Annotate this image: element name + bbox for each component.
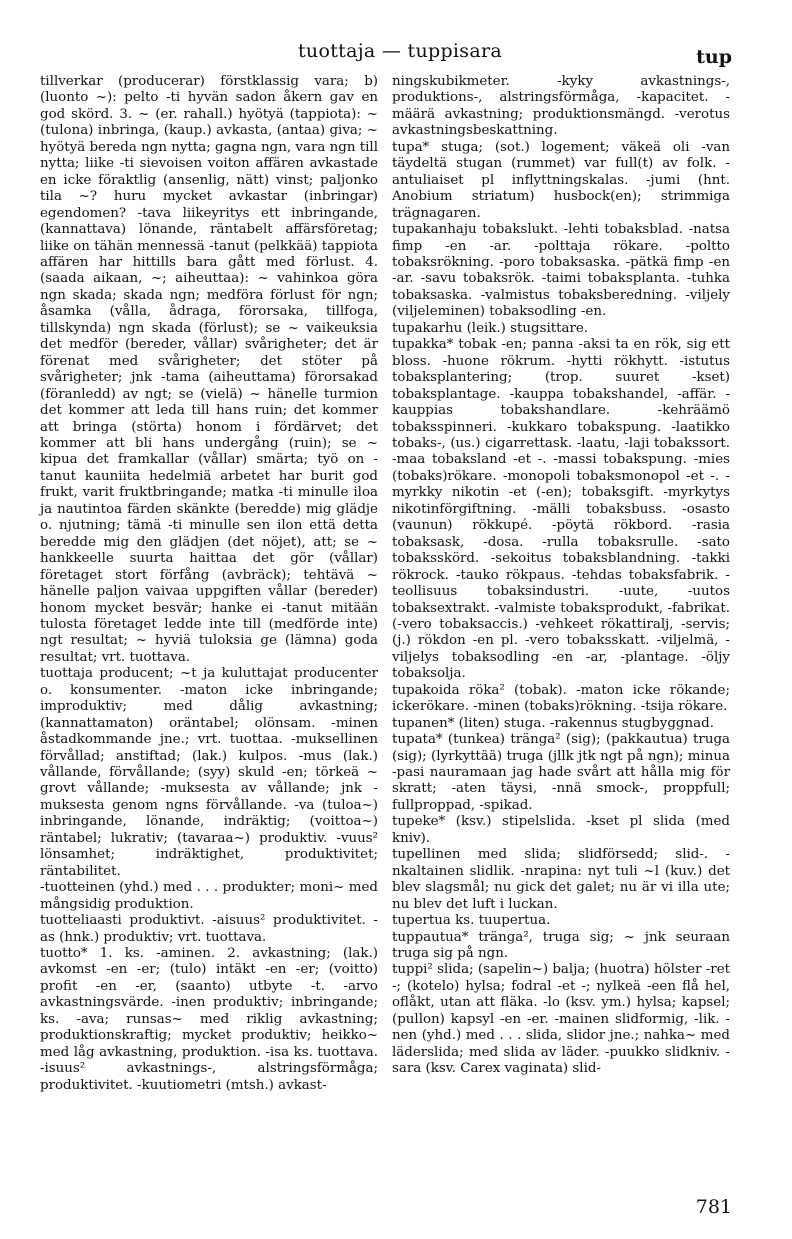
dictionary-entry: tupakarhu (leik.) stugsittare. xyxy=(392,320,589,336)
dictionary-entry: tuppautua* tränga², truga sig; ~ jnk seuraan truga sig på ngn. xyxy=(392,929,730,962)
dictionary-entry: tupa* stuga; (sot.) logement; väkeä oli -van täydeltä stugan (rummet) var full(t) av folk. -antuliaiset pl inflyttningskalas. -jumi (hnt. Anobium striatum) husbock(en); strimmiga trägnagaren. xyxy=(392,139,730,221)
left-column xyxy=(40,74,378,1094)
dictionary-entry: tuottaja producent; ~t ja kuluttajat producenter o. konsumenter. -maton icke inbringande; improduktiv; med dålig avkastning; (kannattamaton) oräntabel; olönsam. -minen åstadkommande jne.; vrt. tuottaa. -muksellinen förvållad; anstiftad; (lak.) kulpos. -mus (lak.) vållande, förvållande; (syy) skuld -en; törkeä ~ grovt vållande; -muksesta av vållande; jnk -muksesta genom ngns förvållande. -va (tuloa~) inbringande, lönande, indräktig; (voittoa~) räntabel; lukrativ; (tavaraa~) produktiv. -vuus² lönsamhet; indräktighet, produktivitet; räntabilitet. xyxy=(40,666,378,879)
dictionary-entry: tupakka* tobak -en; panna -aksi ta en rök, sig ett bloss. -huone rökrum. -hytti rökhytt. -istutus tobaksplantering; (trop. suuret -kset) tobaksplantage. -kauppa tobakshandel, -affär. -kauppias tobakshandlare. -kehräämö tobaksspinneri. -kukkaro tobakspung. -laatikko tobaks-, (us.) cigarrettask. -laatu, -laji tobakssort. -maa tobaksland -et -. -massi tobakspung. -mies (tobaks)rökare. -monopoli tobaksmonopol -et -. -myrkky nikotin -et (-en); tobaksgift. -myrkytys nikotinförgiftning. -mälli tobaksbuss. -osasto (vaunun) rökkupé. -pöytä rökbord. -rasia tobaksask, -dosa. -rulla tobaksrulle. -sato tobaksskörd. -sekoitus tobaksblandning. -takki rökrock. -tauko rökpaus. -tehdas tobaksfabrik. -teollisuus tobaksindustri. -uute, -uutos tobaksextrakt. -valmiste tobaksprodukt, -fabrikat. (-vero tobaksaccis.) -vehkeet rökattiralj, -servis; (j.) rökdon -en pl. -vero tobaksskatt. -viljelmä, -viljelys tobaksodling -en -ar, -plantage. -öljy tobaksolja. xyxy=(392,337,730,682)
page-number: 781 xyxy=(695,1196,732,1218)
page-header xyxy=(0,40,792,70)
dictionary-entry: tuotto* 1. ks. -aminen. 2. avkastning; (lak.) avkomst -en -er; (tulo) intäkt -en -er; (voitto) profit -en -er, (saanto) utbyte -t. -arvo avkastningsvärde. -inen produktiv; inbringande; ks. -ava; runsas~ med riklig avkastning; produktionskraftig; mycket produktiv; heikko~ med låg avkastning, produktion. -isa ks. tuottava. -isuus² avkastnings-, alstringsförmåga; produktivitet. -kuutiometri (mtsh.) avkast- xyxy=(40,946,378,1093)
dictionary-entry: tupertua ks. tuupertua. xyxy=(392,913,551,929)
dictionary-entry: -tuotteinen (yhd.) med . . . produkter; moni~ med mångsidig produktion. xyxy=(40,880,378,912)
dictionary-entry: tuotteliaasti produktivt. -aisuus² produktivitet. -as (hnk.) produktiv; vrt. tuottava. xyxy=(40,913,378,945)
guide-word: tup xyxy=(696,46,732,68)
dictionary-entry: tupata* (tunkea) tränga² (sig); (pakkautua) truga (sig); (lyrkyttää) truga (jllk jtk ngt på ngn); minua -pasi nauramaan jag hade svårt att hålla mig för skratt; -aten täysi, -nnä smock-, proppfull; fullproppad, -spikad. xyxy=(392,732,730,813)
dictionary-entry: tuppi² slida; (sapelin~) balja; (huotra) hölster -ret -; (kotelo) hylsa; fodral -et -; nylkeä -een flå hel, oflåkt, utan att fläka. -lo (ksv. ym.) hylsa; kapsel; (pullon) kapsyl -en -er. -mainen slidformig, -lik. -nen (yhd.) med . . . slida, slidor jne.; nahka~ med läderslida; med slida av läder. -puukko slidkniv. -sara (ksv. Carex vaginata) slid- xyxy=(392,962,730,1077)
dictionary-entry: tupakanhaju tobakslukt. -lehti tobaksblad. -natsa fimp -en -ar. -polttaja rökare. -poltto tobaksrökning. -poro tobaksaska. -pätkä fimp -en -ar. -savu tobaksrök. -taimi tobaksplanta. -tuhka tobaksaska. -valmistus tobaksberedning. -viljely (viljeleminen) tobaksodling -en. xyxy=(392,222,730,320)
dictionary-entry: tupanen* (liten) stuga. -rakennus stugbyggnad. xyxy=(392,715,714,731)
right-column xyxy=(392,74,730,1078)
running-head: tuottaja — tuppisara xyxy=(298,40,502,62)
dictionary-entry: tupeke* (ksv.) stipelslida. -kset pl slida (med kniv). xyxy=(392,814,730,846)
dictionary-entry: ningskubikmeter. -kyky avkastnings-, produktions-, alstringsförmåga, -kapacitet. -määrä avkastning; produktionsmängd. -verotus avkastningsbeskattning. xyxy=(392,74,730,139)
dictionary-entry: tupellinen med slida; slidförsedd; slid-. -nkaltainen slidlik. -nrapina: nyt tuli ~l (kuv.) det blev slagsmål; nu gick det galet; nu är vi illa ute; nu blev det luft i luckan. xyxy=(392,847,730,912)
dictionary-entry: tupakoida röka² (tobak). -maton icke rökande; ickerökare. -minen (tobaks)rökning. -tsija rökare. xyxy=(392,682,730,715)
dictionary-entry: tillverkar (producerar) förstklassig vara; b) (luonto ~): pelto -ti hyvän sadon åkern gav en god skörd. 3. ~ (er. rahall.) hyötyä (tappiota): ~ (tulona) inbringa, (kaup.) avkasta, (antaa) giva; ~ hyötyä bereda ngn nytta; gagna ngn, vara ngn till nytta; liike -ti sievoisen voiton affären avkastade en icke föraktlig (ansenlig, nätt) vinst; paljonko tila ~? huru mycket avkastar (inbringar) egendomen? -tava liikeyritys ett inbringande, (kannattava) lönande, räntabelt affärsföretag; liike on tähän mennessä -tanut (pelkkää) tappiota affären har hittills bara gått med förlust. 4. (saada aikaan, ~; aiheuttaa): ~ vahinkoa göra ngn skada; skada ngn; medföra förlust för ngn; åsamka (vålla, ådraga, förorsaka, tillfoga, tillskynda) ngn skada (förlust); se ~ vaikeuksia det medför (bereder, vållar) svårigheter; det är förenat med svårigheter; det stöter på svårigheter; jnk -tama (aiheuttama) förorsakad (föranledd) av ngt; se (vielä) ~ hänelle turmion det kommer att leda till hans ruin; det kommer att bringa (störta) honom i fördärvet; det kommer att bli hans undergång (ruin); se ~ kipua det framkallar (vållar) smärta; työ on -tanut kauniita hedelmiä arbetet har burit god frukt, varit fruktbringande; matka -ti minulle iloa ja nautintoa färden skänkte (beredde) mig glädje o. njutning; tämä -ti minulle sen ilon että detta beredde mig den glädjen (det nöjet), att; se ~ hankkeelle suurta haittaa det gör (vållar) företaget stort förfång (avbräck); tehtävä ~ hänelle paljon vaivaa uppgiften vållar (bereder) honom mycket besvär; hanke ei -tanut mitään tulosta företaget ledde inte till (medförde inte) ngt resultat; ~ hyviä tuloksia ge (lämna) goda resultat; vrt. tuottava. xyxy=(40,74,378,665)
